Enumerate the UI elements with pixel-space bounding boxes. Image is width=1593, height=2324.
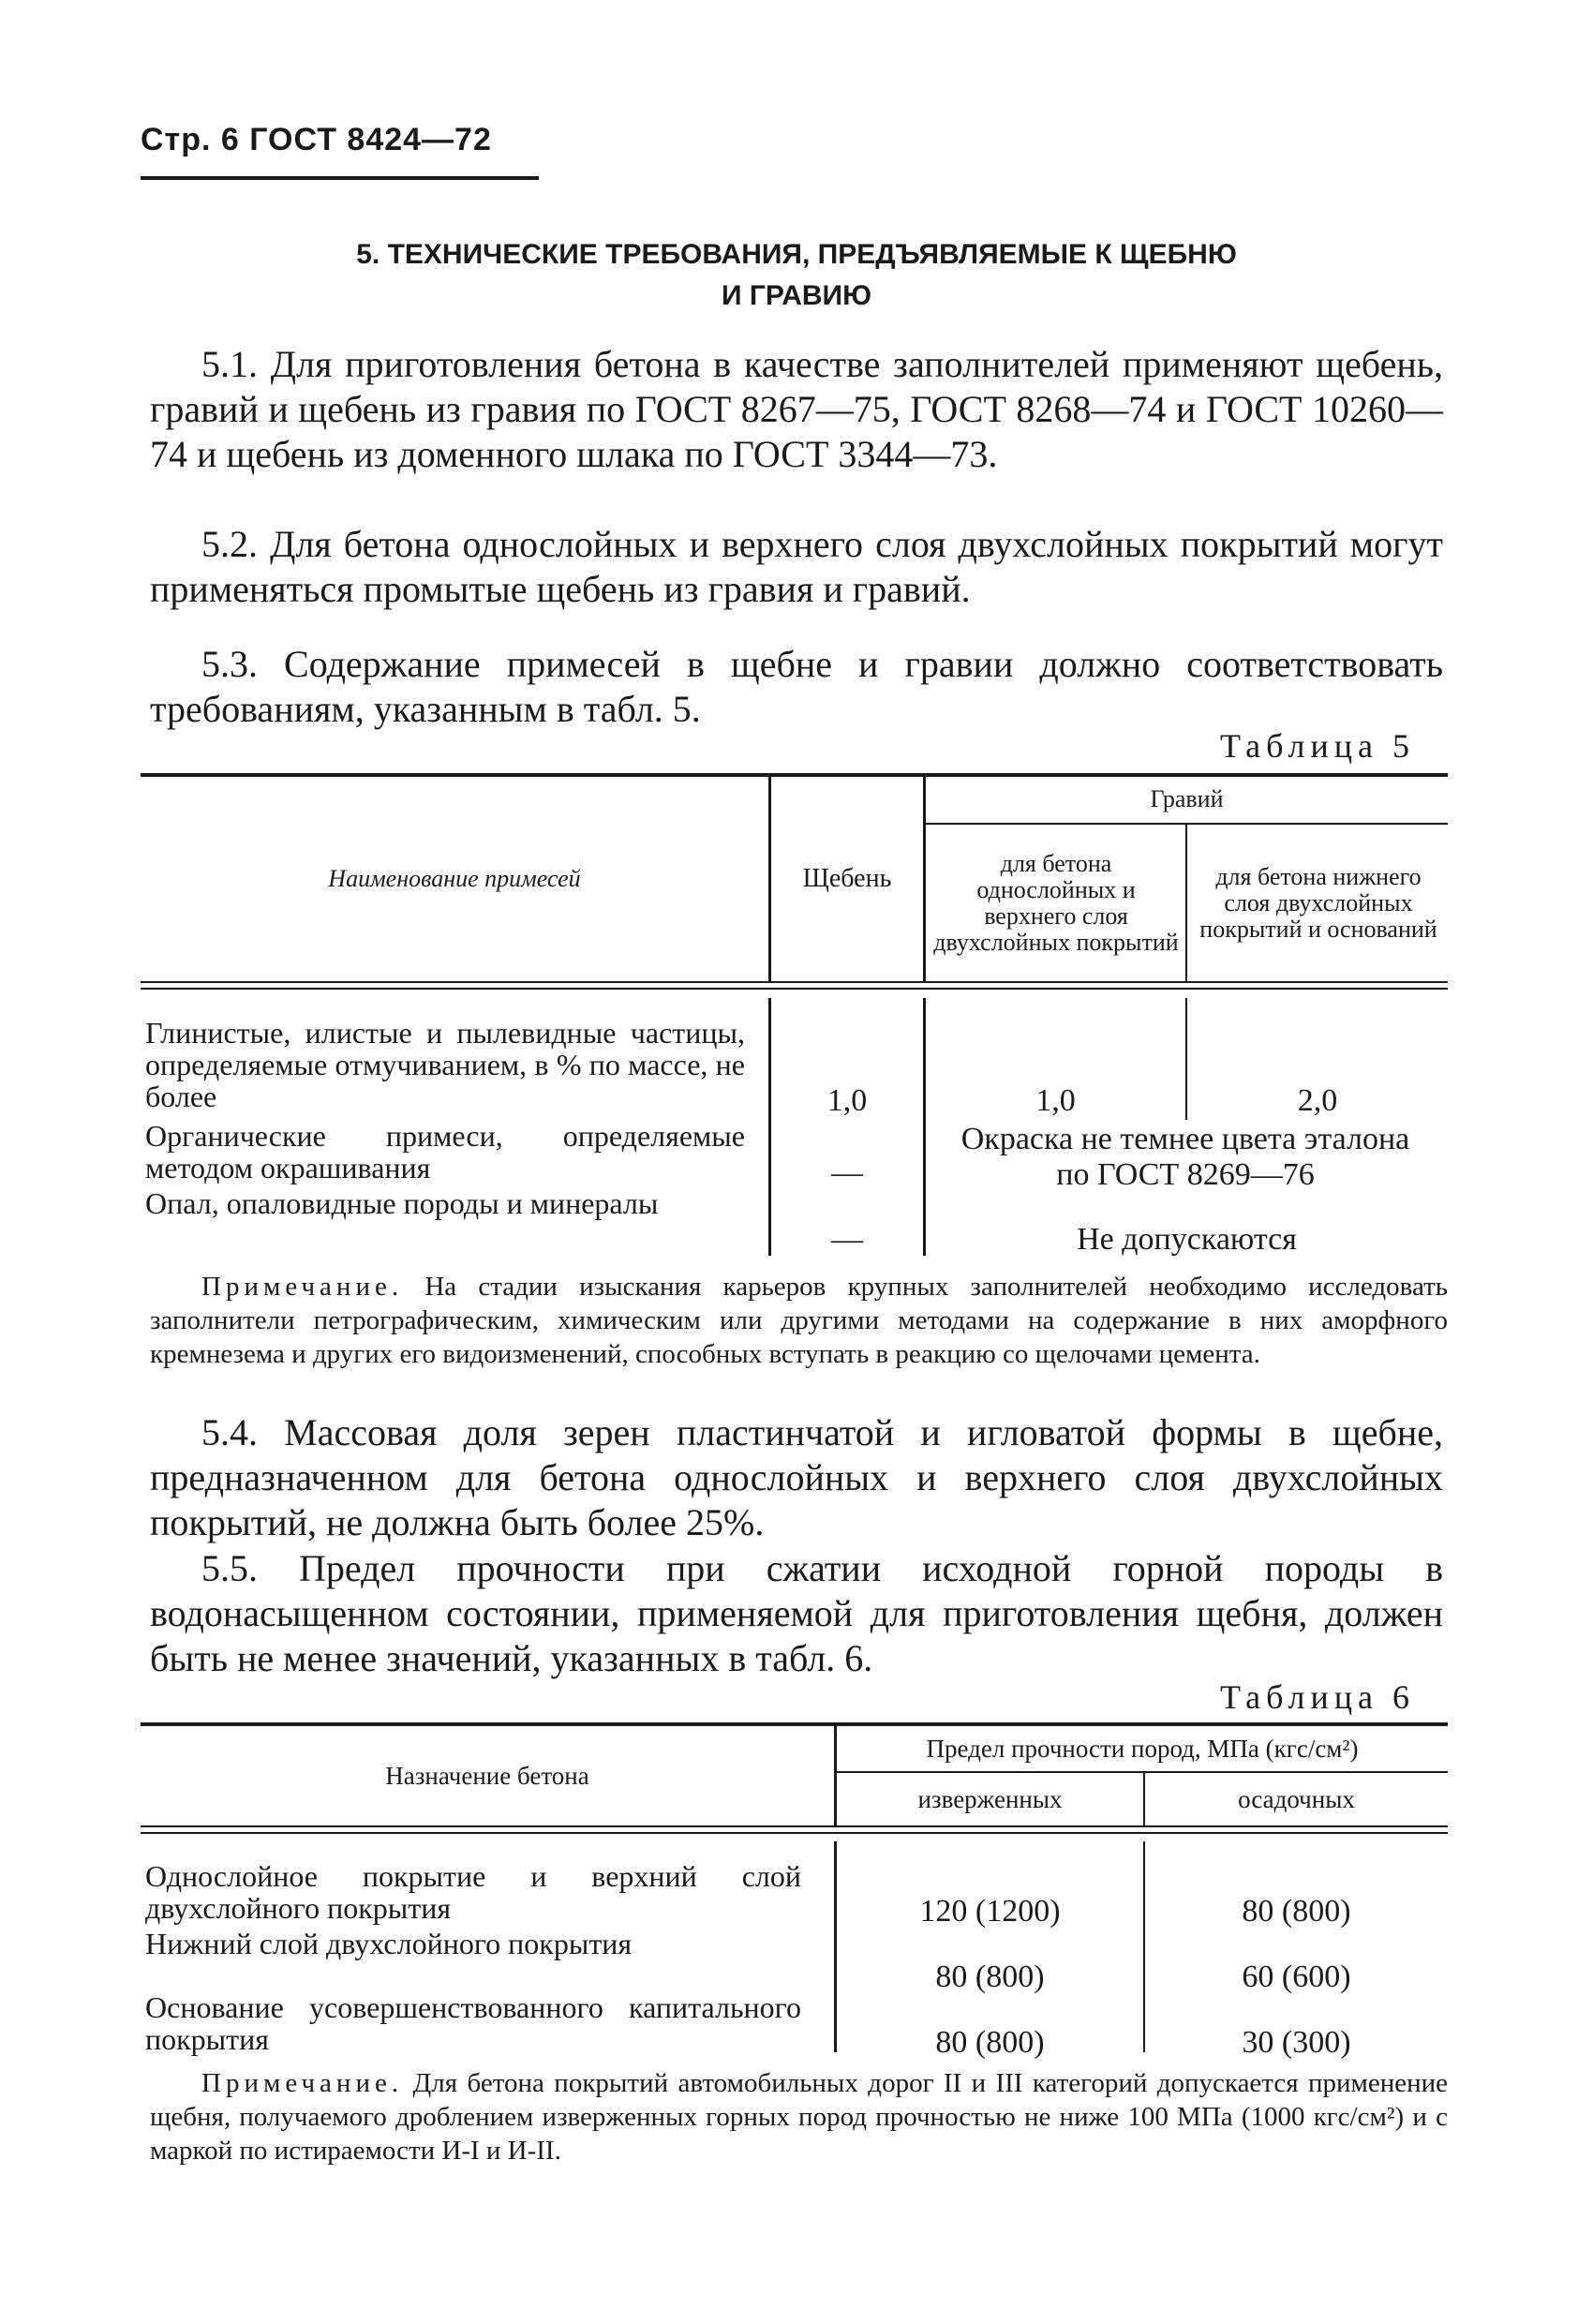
paragraph-5-5-text: 5.5. Предел прочности при сжатии исходной горной породы в водонасыщенном состоянии, применяемой для приготовления щебня, должен быть не менее значений, указанных в табл. 6. [150, 1547, 1443, 1679]
table5-double-rule-b [141, 988, 1448, 990]
table5-note-text: На стадии изыскания карьеров крупных заполнителей необходимо исследовать заполнители петрографическим, химическим или другими методами на содержание в них аморфного кремнезема и других его видоизменений, способных вступать в реакцию со щелочами цемента. [150, 1272, 1448, 1369]
table5-row1-crushed: 1,0 [826, 1083, 868, 1118]
table5-header-crushed: Щебень [802, 863, 892, 893]
paragraph-5-1 [150, 342, 1443, 477]
table6-body-vline1 [834, 1841, 837, 2052]
table6-row3-purpose: Основание усовершенствованного капитального покрытия [145, 1990, 801, 2056]
table6-body-vline2 [1143, 1841, 1145, 2052]
section-title-line1: 5. ТЕХНИЧЕСКИЕ ТРЕБОВАНИЯ, ПРЕДЪЯВЛЯЕМЫЕ К ЩЕБНЮ [356, 239, 1237, 270]
paragraph-5-3 [150, 642, 1443, 732]
table6-double-rule-a [141, 1825, 1448, 1827]
table5-header-gravel: Гравий [1150, 785, 1224, 812]
table6-row1-sedimentary: 80 (800) [1242, 1894, 1351, 1929]
table5-row1-name: Глинистые, илистые и пылевидные частицы, определяемые отмучиванием, в % по массе, не более [145, 1016, 745, 1113]
table6-row3-igneous: 80 (800) [935, 2025, 1045, 2060]
table6-note-text: Для бетона покрытий автомобильных дорог II и III категорий допускается применение щебня, получаемого дроблением изверженных горных пород прочностью не ниже 100 МПа (1000 кгс/см²) и с маркой по истираемости И-I и И-II. [150, 2068, 1449, 2166]
table5-row1-gravel-bottom: 2,0 [1297, 1083, 1338, 1118]
table6-row2-purpose: Нижний слой двухслойного покрытия [145, 1927, 633, 1960]
table5-row1-gravel-top: 1,0 [1035, 1083, 1076, 1118]
table6-header-sedimentary: осадочных [1238, 1785, 1355, 1813]
paragraph-5-3-text: 5.3. Содержание примесей в щебне и гравии должно соответствовать требованиям, указанным в табл. 5. [150, 643, 1443, 730]
table5-row3-name: Опал, опаловидные породы и минералы [145, 1186, 659, 1220]
table5-double-rule-a [141, 981, 1448, 983]
table6-note [150, 2066, 1448, 2168]
table5-header-gravel-top: для бетона однослойных и верхнего слоя двухслойных покрытий [933, 849, 1179, 956]
table6-header-strength: Предел прочности пород, МПа (кгс/см²) [926, 1735, 1359, 1763]
table6-double-rule-b [141, 1832, 1448, 1834]
table5-row3-crushed: — [831, 1222, 863, 1257]
table6-row1-igneous: 120 (1200) [919, 1894, 1061, 1929]
paragraph-5-1-text: 5.1. Для приготовления бетона в качестве заполнителей применяют щебень, гравий и щебень из гравия по ГОСТ 8267—75, ГОСТ 8268—74 и ГОСТ 10260—74 и щебень из доменного шлака по ГОСТ 3344—73. [150, 343, 1443, 475]
table5-body-vline2 [923, 998, 926, 1256]
table6-row2-igneous: 80 (800) [935, 1959, 1045, 1994]
table6-row3-sedimentary: 30 (300) [1242, 2025, 1351, 2060]
paragraph-5-2 [150, 522, 1443, 612]
table5-row3-gravel: Не допускаются [1077, 1222, 1297, 1257]
table5-note-label: Примечание. [201, 1272, 404, 1302]
paragraph-5-2-text: 5.2. Для бетона однослойных и верхнего слоя двухслойных покрытий могут применяться промытые щебень из гравия и гравий. [150, 523, 1443, 610]
table6-row2-sedimentary: 60 (600) [1242, 1959, 1351, 1994]
table5-row2-gravel: Окраска не темнее цвета эталона по ГОСТ 8269—76 [960, 1122, 1410, 1192]
table5-header-name: Наименование примесей [328, 864, 581, 892]
table5-body-vline1 [768, 998, 771, 1256]
table6-header-purpose: Назначение бетона [385, 1762, 589, 1790]
table5-vline3 [1185, 823, 1187, 982]
section-title [141, 234, 1452, 317]
table5-caption: Таблица 5 [1220, 727, 1415, 765]
table5-header-gravel-bottom: для бетона нижнего слоя двухслойных покрытий и оснований [1199, 862, 1437, 943]
paragraph-5-5 [150, 1546, 1443, 1681]
table5-note [150, 1270, 1448, 1371]
table5-row2-name: Органические примеси, определяемые методом окрашивания [145, 1119, 745, 1184]
section-title-line2: И ГРАВИЮ [721, 280, 872, 311]
header-rule [141, 176, 539, 180]
page-header: Стр. 6 ГОСТ 8424—72 [141, 122, 492, 157]
paragraph-5-4-text: 5.4. Массовая доля зерен пластинчатой и игловатой формы в щебне, предназначенном для бетона однослойных и верхнего слоя двухслойных покрытий, не должна быть более 25%. [150, 1411, 1443, 1543]
table6-header-igneous: изверженных [917, 1785, 1063, 1813]
table6-caption: Таблица 6 [1220, 1678, 1415, 1716]
table6-note-label: Примечание. [201, 2068, 404, 2098]
table6-row1-purpose: Однослойное покрытие и верхний слой двухслойного покрытия [145, 1859, 801, 1925]
paragraph-5-4 [150, 1410, 1443, 1545]
table5-row2-crushed: — [831, 1155, 863, 1190]
